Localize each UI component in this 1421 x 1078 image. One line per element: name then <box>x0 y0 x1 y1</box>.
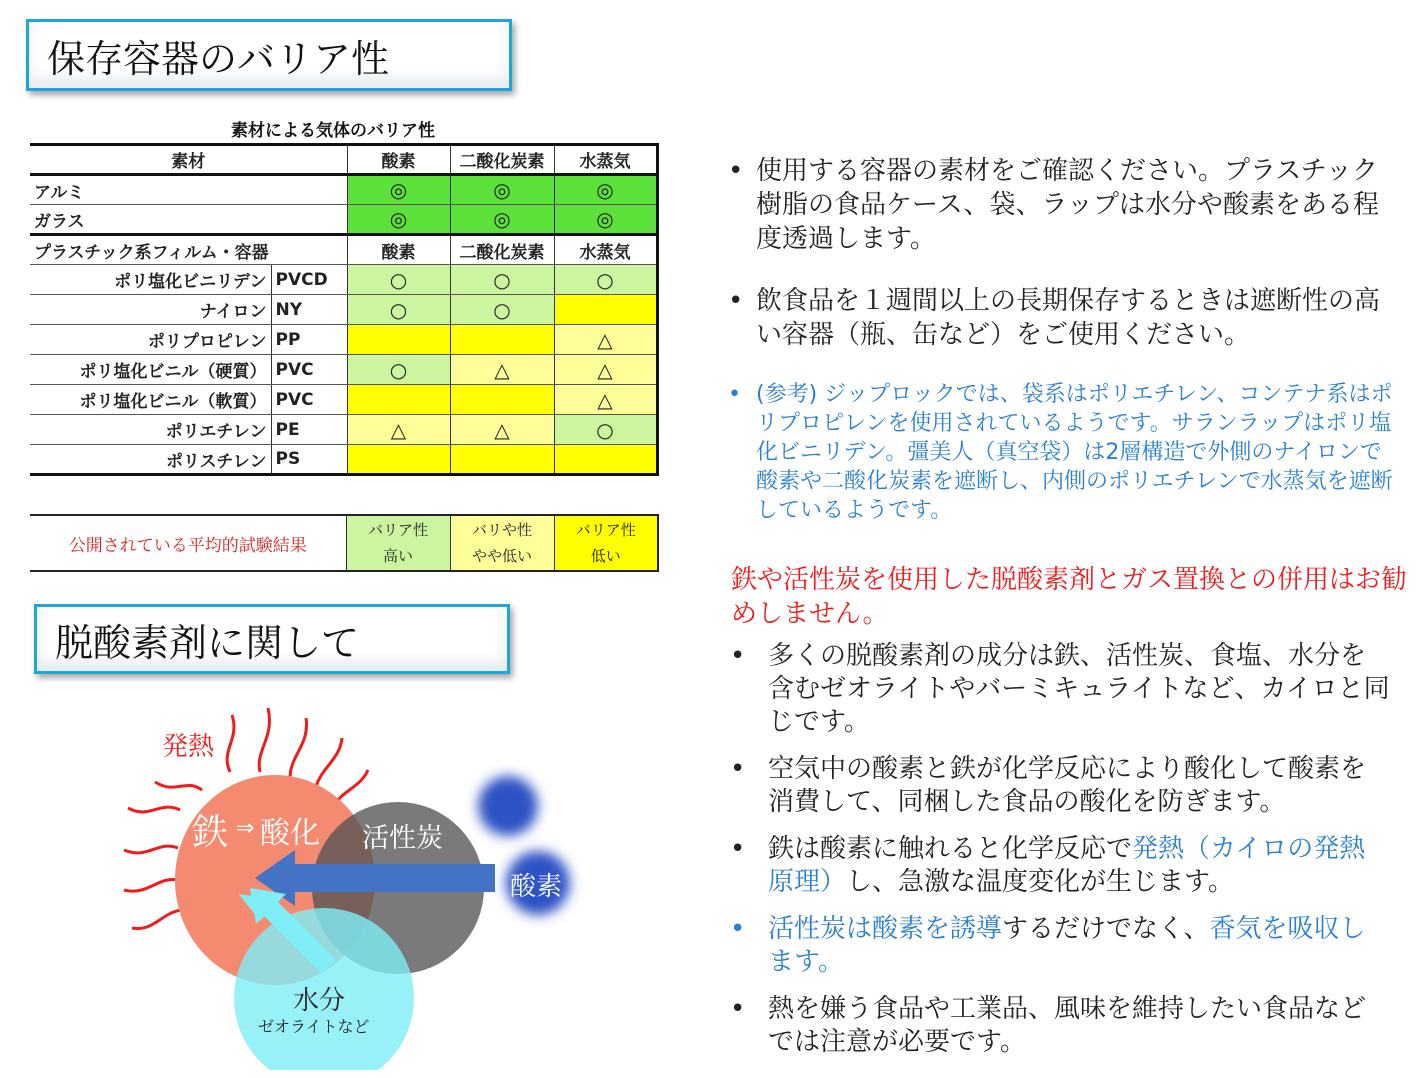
section-title-barrier-text: 保存容器のバリア性 <box>47 36 390 81</box>
text-segment: し、急激な温度変化が生じます。 <box>846 867 1234 897</box>
cell-value: △ <box>554 385 657 415</box>
oxygen-label: 酸素 <box>510 872 563 902</box>
section-title-oxygen-absorber-text: 脱酸素剤に関して <box>55 620 360 665</box>
plastic-header-co2: 二酸化炭素 <box>450 235 554 265</box>
legend-low-line2: 低い <box>590 547 621 565</box>
cell-value: △ <box>450 355 554 385</box>
table-row <box>30 295 657 325</box>
table-row <box>30 445 657 475</box>
cell-value: ◎ <box>450 205 554 235</box>
table-row <box>30 265 657 295</box>
cell-value: ○ <box>347 265 450 295</box>
plastic-header-oxygen: 酸素 <box>347 235 450 265</box>
row-name: ポリ塩化ビニル（硬質） <box>30 355 271 385</box>
text-segment: 鉄は酸素に触れると化学反応で <box>768 834 1133 864</box>
cell-value: ○ <box>347 355 450 385</box>
row-name: ポリ塩化ビニル（軟質） <box>30 385 271 415</box>
cell-value <box>450 445 554 475</box>
header-co2: 二酸化炭素 <box>450 145 554 175</box>
oxygen-molecule-1 <box>478 776 538 836</box>
header-oxygen: 酸素 <box>347 145 450 175</box>
list-item: • 空気中の酸素と鉄が化学反応により酸化して酸素を消費して、同梱した食品の酸化を防ぎます。 <box>730 753 1390 819</box>
table-row <box>30 175 657 205</box>
row-abbr: NY <box>271 295 347 325</box>
list-item <box>730 833 1390 899</box>
highlight-text: 発熱（カイロの発熱原理） <box>768 834 1366 897</box>
text-segment: するだけでなく、 <box>1002 914 1210 944</box>
gas-replacement-warning: 鉄や活性炭を使用した脱酸素剤とガス置換との併用はお勧めしません。 <box>731 565 1408 629</box>
water-label: 水分 <box>293 986 346 1016</box>
row-abbr: PP <box>271 325 347 355</box>
carbon-label: 活性炭 <box>362 823 443 854</box>
legend-low-line1: バリア性 <box>575 521 636 539</box>
cell-value: ○ <box>450 295 554 325</box>
cell-value <box>554 445 657 475</box>
section-title-barrier <box>26 19 512 91</box>
cell-value: ◎ <box>347 175 450 205</box>
table-row <box>30 205 657 235</box>
row-name: ポリエチレン <box>30 415 271 445</box>
cell-value <box>347 325 450 355</box>
cell-value: △ <box>347 415 450 445</box>
row-name: アルミ <box>30 175 347 205</box>
table-row <box>30 385 657 415</box>
row-abbr: PVC <box>271 385 347 415</box>
row-name: ポリスチレン <box>30 445 271 475</box>
header-vapor: 水蒸気 <box>554 145 657 175</box>
legend-high <box>346 515 450 571</box>
cell-value: ○ <box>450 265 554 295</box>
cell-value: ◎ <box>450 175 554 205</box>
heat-label: 発熱 <box>162 732 215 762</box>
cell-value <box>450 385 554 415</box>
cell-value: ◎ <box>554 175 657 205</box>
row-abbr: PVCD <box>271 265 347 295</box>
legend-mid-line2: やや低い <box>471 547 532 565</box>
row-abbr: PVC <box>271 355 347 385</box>
container-bullets <box>728 154 1400 553</box>
table-caption: 素材による気体のバリア性 <box>231 121 435 141</box>
cell-value: △ <box>554 355 657 385</box>
list-item: • 熱を嫌う食品や工業品、風味を維持したい食品などでは注意が必要です。 <box>730 993 1390 1059</box>
highlight-text: 活性炭は酸素を誘導 <box>768 914 1003 944</box>
absorber-bullets <box>730 640 1390 1073</box>
legend-high-line2: 高い <box>382 547 413 565</box>
legend-high-line1: バリア性 <box>367 521 428 539</box>
row-name: ポリプロピレン <box>30 325 271 355</box>
cell-value <box>347 385 450 415</box>
section-title-oxygen-absorber <box>34 604 510 674</box>
cell-value: ◎ <box>554 205 657 235</box>
table-row <box>30 325 657 355</box>
legend-low <box>554 515 658 571</box>
highlight-text: 香気を吸収します。 <box>768 914 1366 977</box>
plastic-header-vapor: 水蒸気 <box>554 235 657 265</box>
table-row <box>30 415 657 445</box>
row-name: ポリ塩化ビニリデン <box>30 265 271 295</box>
arrow-symbol: ⇒ <box>236 816 255 841</box>
iron-label: 鉄 <box>192 812 229 853</box>
list-item <box>730 913 1390 979</box>
cell-value: ◎ <box>347 205 450 235</box>
cell-value <box>347 445 450 475</box>
row-abbr: PE <box>271 415 347 445</box>
plastic-header-material: プラスチック系フィルム・容器 <box>30 235 347 265</box>
table-row <box>30 355 657 385</box>
cell-value <box>554 295 657 325</box>
list-item: • 多くの脱酸素剤の成分は鉄、活性炭、食塩、水分を含むゼオライトやバーミキュライトなど、カイロと同じです。 <box>730 640 1390 739</box>
legend-label: 公開されている平均的試験結果 <box>30 515 346 571</box>
oxygen-absorber-diagram <box>110 700 590 1070</box>
reference-note: • (参考) ジップロックでは、袋系はポリエチレン、コンテナ系はポリプロピレンを使用されているようです。サランラップはポリ塩化ビニリデン。彊美人（真空袋）は2層構造で外側のナイロンで酸素や二酸化炭素を遮断し、内側のポリエチレンで水蒸気を遮断しているようです。 <box>728 380 1400 525</box>
legend-table <box>30 514 659 572</box>
barrier-table <box>30 143 659 476</box>
legend-mid-line1: バリや性 <box>471 521 532 539</box>
cell-value: ○ <box>554 265 657 295</box>
plastic-header-row <box>30 235 657 265</box>
legend-mid <box>450 515 554 571</box>
cell-value <box>450 325 554 355</box>
cell-value: △ <box>554 325 657 355</box>
cell-value: ○ <box>347 295 450 325</box>
zeolite-label: ゼオライトなど <box>258 1017 370 1036</box>
list-item: • 使用する容器の素材をご確認ください。プラスチック樹脂の食品ケース、袋、ラップは水分や酸素をある程度透過します。 <box>728 154 1400 256</box>
row-name: ナイロン <box>30 295 271 325</box>
cell-value: ○ <box>554 415 657 445</box>
row-abbr: PS <box>271 445 347 475</box>
oxidation-label: 酸化 <box>260 816 320 851</box>
table-header-row <box>30 145 657 175</box>
cell-value: △ <box>450 415 554 445</box>
list-item: • 飲食品を１週間以上の長期保存するときは遮断性の高い容器（瓶、缶など）をご使用ください。 <box>728 284 1400 352</box>
row-name: ガラス <box>30 205 347 235</box>
header-material: 素材 <box>30 145 347 175</box>
